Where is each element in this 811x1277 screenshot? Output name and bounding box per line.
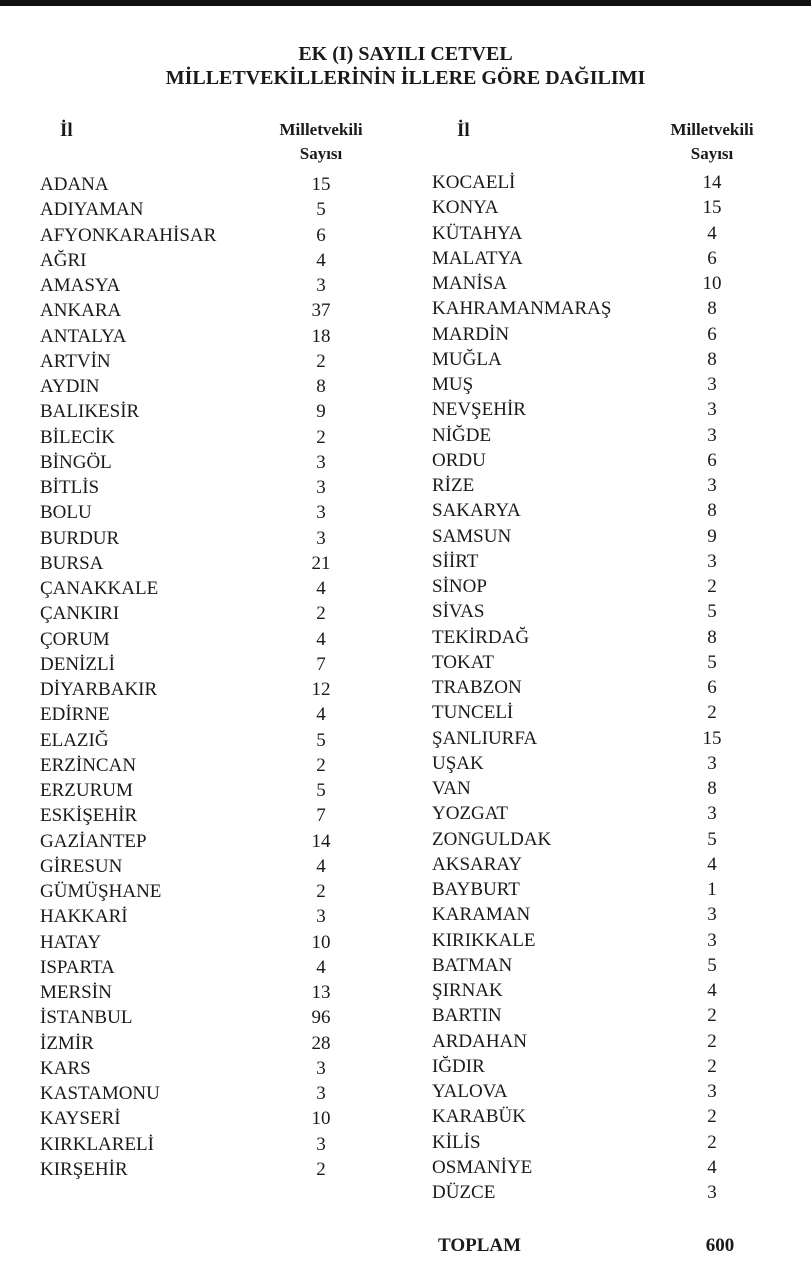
- deputy-count: 3: [707, 475, 717, 496]
- column-header-milletvekili-line1: Milletvekili: [279, 120, 363, 139]
- province-name: ELAZIĞ: [40, 729, 109, 751]
- province-name: TUNCELİ: [432, 702, 514, 724]
- province-name: KÜTAHYA: [432, 222, 523, 244]
- province-name: RİZE: [432, 475, 475, 496]
- province-name: ORDU: [432, 449, 486, 471]
- deputy-count: 2: [707, 576, 717, 597]
- deputy-count: 3: [316, 451, 326, 473]
- deputy-count: 6: [707, 677, 717, 698]
- province-name: EDİRNE: [40, 704, 110, 726]
- deputy-count: 3: [316, 1057, 326, 1079]
- deputy-count: 4: [707, 1156, 717, 1178]
- province-name: KİLİS: [432, 1131, 481, 1153]
- province-name: KARABÜK: [432, 1106, 526, 1128]
- deputy-count: 7: [316, 805, 326, 827]
- province-name: KIRIKKALE: [432, 929, 536, 951]
- province-name: ADIYAMAN: [40, 199, 144, 221]
- deputy-count: 6: [707, 323, 717, 345]
- deputy-count: 15: [311, 174, 331, 195]
- province-name: DENİZLİ: [40, 653, 115, 675]
- deputy-count: 6: [316, 224, 326, 246]
- deputy-count: 3: [707, 424, 717, 446]
- deputy-count: 15: [702, 197, 722, 219]
- province-name: ANTALYA: [40, 325, 127, 347]
- deputy-count: 96: [311, 1007, 331, 1029]
- province-name: AĞRI: [40, 249, 87, 271]
- deputy-count: 5: [316, 729, 326, 751]
- province-name: OSMANİYE: [432, 1156, 533, 1178]
- province-name: ŞIRNAK: [432, 980, 503, 1001]
- province-name: NİĞDE: [432, 424, 492, 446]
- deputy-count: 2: [316, 426, 326, 448]
- deputy-count: 5: [707, 651, 717, 673]
- deputy-count: 4: [707, 222, 717, 244]
- deputy-count: 3: [707, 1182, 717, 1203]
- deputy-count: 14: [311, 830, 331, 852]
- deputy-count: 4: [316, 249, 326, 271]
- deputy-count: 13: [311, 982, 331, 1003]
- deputy-count: 9: [707, 525, 717, 547]
- deputy-count: 3: [316, 527, 326, 549]
- column-header-il: İl: [60, 120, 73, 141]
- deputy-count: 10: [702, 273, 722, 294]
- column-header-il: İl: [457, 120, 470, 141]
- deputy-count: 8: [707, 500, 717, 522]
- deputy-count: 9: [316, 401, 326, 423]
- deputy-count: 8: [707, 626, 717, 648]
- deputy-count: 8: [707, 778, 717, 799]
- province-name: MUŞ: [432, 374, 474, 395]
- province-name: BAYBURT: [432, 879, 520, 900]
- province-name: KARS: [40, 1057, 91, 1079]
- province-name: GİRESUN: [40, 855, 123, 877]
- total-value: 600: [705, 1235, 735, 1256]
- province-name: ERZURUM: [40, 780, 133, 801]
- province-name: BİNGÖL: [40, 451, 112, 473]
- province-name: İZMİR: [40, 1032, 94, 1054]
- province-name: BURDUR: [40, 527, 120, 549]
- deputy-count: 3: [316, 502, 326, 524]
- province-name: TRABZON: [432, 677, 522, 698]
- province-name: SİNOP: [432, 576, 487, 597]
- province-name: ÇORUM: [40, 628, 110, 650]
- deputy-count: 4: [316, 956, 326, 978]
- deputy-count: 10: [311, 931, 331, 953]
- province-name: KIRŞEHİR: [40, 1158, 128, 1180]
- deputy-count: 3: [316, 906, 326, 928]
- province-name: BİTLİS: [40, 477, 100, 498]
- deputy-count: 3: [707, 550, 717, 572]
- document-subtitle: MİLLETVEKİLLERİNİN İLLERE GÖRE DAĞILIMI: [165, 67, 646, 89]
- province-name: ZONGULDAK: [432, 828, 552, 850]
- deputy-count: 14: [702, 172, 722, 193]
- province-name: ADANA: [40, 174, 109, 195]
- deputy-count: 3: [707, 399, 717, 421]
- deputy-count: 10: [311, 1108, 331, 1130]
- province-name: HATAY: [40, 931, 102, 953]
- deputy-count: 4: [316, 578, 326, 599]
- province-name: NEVŞEHİR: [432, 399, 526, 421]
- deputy-count: 3: [316, 275, 326, 296]
- deputy-count: 3: [707, 803, 717, 825]
- province-name: GAZİANTEP: [40, 830, 147, 852]
- deputy-count: 5: [316, 199, 326, 221]
- province-name: ESKİŞEHİR: [40, 805, 138, 827]
- province-name: KARAMAN: [432, 904, 531, 926]
- province-name: AYDIN: [40, 376, 100, 397]
- deputy-count: 2: [316, 754, 326, 776]
- deputy-count: 2: [707, 1055, 717, 1077]
- deputy-count: 2: [707, 702, 717, 724]
- province-name: KAHRAMANMARAŞ: [432, 298, 612, 320]
- province-name: HAKKARİ: [40, 906, 128, 928]
- deputy-count: 3: [316, 1083, 326, 1104]
- column-header-milletvekili-line2: Sayısı: [690, 144, 734, 163]
- province-name: BİLECİK: [40, 426, 115, 448]
- province-name: BARTIN: [432, 1005, 502, 1027]
- deputy-count: 4: [316, 704, 326, 726]
- province-name: MERSİN: [40, 982, 112, 1003]
- top-dark-border: [0, 0, 811, 6]
- deputy-count: 4: [707, 980, 717, 1001]
- deputy-count: 2: [316, 603, 326, 625]
- province-name: MANİSA: [432, 273, 507, 294]
- province-name: ARDAHAN: [432, 1030, 527, 1052]
- province-name: GÜMÜŞHANE: [40, 881, 162, 902]
- column-header-milletvekili-line1: Milletvekili: [670, 120, 754, 139]
- province-name: KIRKLARELİ: [40, 1133, 154, 1155]
- province-name: ÇANKIRI: [40, 603, 120, 625]
- deputy-count: 21: [311, 552, 331, 574]
- province-name: BOLU: [40, 502, 92, 524]
- deputy-count: 3: [707, 904, 717, 926]
- province-name: SİVAS: [432, 601, 485, 623]
- province-name: MARDİN: [432, 323, 510, 345]
- province-name: TEKİRDAĞ: [432, 626, 530, 648]
- deputy-count: 3: [316, 1133, 326, 1155]
- province-name: VAN: [432, 778, 471, 799]
- deputy-count: 2: [707, 1005, 717, 1027]
- province-name: AMASYA: [40, 275, 121, 296]
- province-name: ARTVİN: [40, 350, 111, 372]
- province-name: TOKAT: [432, 651, 494, 673]
- deputy-count: 12: [311, 679, 331, 700]
- deputy-count: 5: [707, 601, 717, 623]
- province-name: KONYA: [432, 197, 499, 219]
- deputy-count: 6: [707, 247, 717, 269]
- province-name: İSTANBUL: [40, 1007, 133, 1029]
- deputy-count: 4: [316, 855, 326, 877]
- total-label: TOPLAM: [438, 1235, 522, 1256]
- province-name: KAYSERİ: [40, 1108, 121, 1130]
- deputy-count: 3: [707, 929, 717, 951]
- province-name: AKSARAY: [432, 853, 523, 875]
- deputy-count: 3: [707, 374, 717, 395]
- deputy-count: 18: [311, 325, 331, 347]
- province-name: SAMSUN: [432, 525, 512, 547]
- deputy-count: 3: [707, 1081, 717, 1102]
- column-header-milletvekili-line2: Sayısı: [299, 144, 343, 163]
- deputy-count: 8: [316, 376, 326, 397]
- province-name: SİİRT: [432, 550, 479, 572]
- deputy-count: 37: [311, 300, 331, 322]
- province-name: KOCAELİ: [432, 172, 516, 193]
- province-name: UŞAK: [432, 752, 484, 774]
- province-name: YOZGAT: [432, 803, 508, 825]
- province-name: BATMAN: [432, 954, 513, 976]
- deputy-count: 1: [707, 879, 717, 900]
- deputy-count: 8: [707, 298, 717, 320]
- province-name: YALOVA: [432, 1081, 508, 1102]
- deputy-count: 5: [707, 954, 717, 976]
- province-name: ERZİNCAN: [40, 754, 137, 776]
- province-name: ISPARTA: [40, 956, 115, 978]
- province-name: BURSA: [40, 552, 104, 574]
- province-name: KASTAMONU: [40, 1083, 160, 1104]
- deputy-count: 2: [707, 1030, 717, 1052]
- province-name: ŞANLIURFA: [432, 727, 538, 749]
- province-name: DÜZCE: [432, 1182, 496, 1203]
- province-name: MALATYA: [432, 247, 523, 269]
- deputy-count: 28: [311, 1032, 331, 1054]
- deputy-count: 2: [707, 1106, 717, 1128]
- deputy-count: 5: [316, 780, 326, 801]
- document-title: EK (I) SAYILI CETVEL: [298, 43, 513, 65]
- province-name: ÇANAKKALE: [40, 578, 159, 599]
- province-name: ANKARA: [40, 300, 122, 322]
- deputy-count: 2: [707, 1131, 717, 1153]
- deputy-count: 2: [316, 881, 326, 902]
- deputy-count: 4: [707, 853, 717, 875]
- deputy-count: 2: [316, 350, 326, 372]
- deputy-count: 4: [316, 628, 326, 650]
- deputy-count: 15: [702, 727, 722, 749]
- deputy-count: 8: [707, 348, 717, 370]
- deputy-count: 2: [316, 1158, 326, 1180]
- province-name: BALIKESİR: [40, 401, 140, 423]
- deputy-count: 3: [707, 752, 717, 774]
- deputy-count: 5: [707, 828, 717, 850]
- province-name: SAKARYA: [432, 500, 521, 522]
- deputy-count: 3: [316, 477, 326, 498]
- column-header-milletvekili: [256, 118, 386, 166]
- province-name: IĞDIR: [432, 1055, 485, 1077]
- province-name: DİYARBAKIR: [40, 679, 158, 700]
- province-name: MUĞLA: [432, 348, 502, 370]
- deputy-count: 7: [316, 653, 326, 675]
- province-name: AFYONKARAHİSAR: [40, 224, 217, 246]
- column-header-milletvekili: [647, 118, 777, 166]
- deputy-count: 6: [707, 449, 717, 471]
